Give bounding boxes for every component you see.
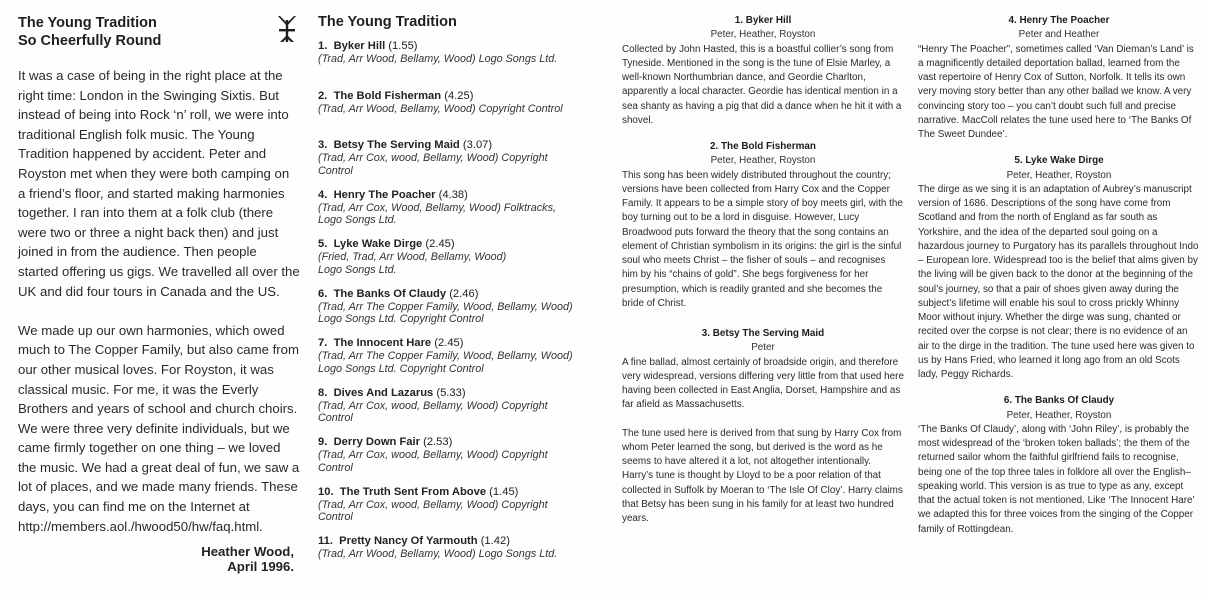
track-title: Derry Down Fair [333,436,420,448]
label-logo-icon [276,14,298,44]
track-title: Lyke Wake Dirge [333,238,423,250]
song-note-paragraph: The dirge as we sing it is an adaptation of Aubrey’s manuscript version of 1686. Descriptions of the song have come from Scotland and from the north of England as far south as Yorkshire, and the idea of the departed soul going on a hazardous journey to Purgatory has its parallels throughout Indo – European lore. Widespread too is the belief that alms given by the living will be given back to the donor at the beginning of the soul’s journey, so that a pair of shoes given away during the subject’s lifetime will enable his soul to cross prickly Whinny Moor without injury. Whether the dirge was sung, chanted or recited over the corpse is not clear; there is no evidence of an air to the dirge in the tradition. The tune used here was given to us by Hans Fried, who learned it long ago from an old Scots lady, Peggy Richards. [918,183,1199,380]
track-duration: (2.45) [434,337,464,349]
signature-date: April 1996. [227,559,294,574]
track-heading [318,535,600,548]
track-duration: (1.42) [480,535,510,547]
track-duration: (1.55) [388,40,418,52]
track-heading [318,387,600,400]
track-number: 7. [318,337,328,349]
track-heading [318,288,600,301]
track-credit: Logo Songs Ltd. Copyright Control [318,313,484,325]
track-number: 9. [318,436,328,448]
track-credit: Logo Songs Ltd. Copyright Control [318,362,484,375]
song-note-body [622,169,904,312]
track-heading [318,436,600,449]
song-note-body [918,43,1200,143]
track-duration: (3.07) [462,139,493,151]
track-title: The Bold Fisherman [333,89,442,102]
track-heading [318,486,600,499]
track-credit: Control [318,511,353,523]
song-note-body [622,356,904,527]
band-name: The Young Tradition [18,15,157,31]
track-item [318,288,600,338]
track-credit: Logo Songs Ltd. [318,263,397,276]
track-credit: (Trad, Arr The Copper Family, Wood, Bellamy, Wood) [318,300,573,313]
song-note-body [918,423,1200,537]
track-title: The Banks Of Claudy [333,287,447,300]
intro-paragraph: It was a case of being in the right place at the right time: London in the Swinging Sixtis. But instead of being into Rock ‘n’ roll, we were into traditional English folk music. The Young Tradition happened by accident. Peter and Royston met when they were both camping on a friend’s floor, and started making harmonies together. I ran into them at a folk club (there were two or three a night back then) and just joined in from the audience. Then people started offering us gigs. We travelled all over the UK and did four tours in Canada and the US. [18,68,300,299]
track-title: Pretty Nancy Of Yarmouth [339,535,478,547]
tracklist-title: The Young Tradition [318,14,457,30]
song-note [622,140,904,311]
song-note-performers: Peter and Heather [1018,29,1100,41]
track-credit: (Trad, Arr Cox, wood, Bellamy, Wood) Copyright [318,449,548,461]
track-item [318,337,600,387]
track-item [318,90,600,140]
track-heading [318,189,600,202]
track-number: 4. [318,188,328,201]
song-note [918,394,1200,537]
song-note-paragraph: The tune used here is derived from that sung by Harry Cox from whom Peter learned the song, but derived is the word as he seems to have altered it a lot, not altogether intentionally. Harry’s tune is thought by Lloyd to be a poor relation of that collected in Suffolk by Moeran to ‘The Isle Of Cloy’. Harry claims that Betsy has been sung in his family for at least two hundred years. [622,427,903,524]
track-duration: (2.45) [425,238,455,250]
track-item [318,535,600,585]
track-credit: (Trad, Arr The Copper Family, Wood, Bellamy, Wood) [318,350,573,362]
track-item [318,238,600,288]
intro-text [18,66,300,556]
song-note-heading: 4. Henry The Poacher [1008,15,1110,26]
track-item [318,387,600,437]
track-credit: (Trad, Arr Wood, Bellamy, Wood) Copyright Control [318,102,563,115]
track-number: 11. [318,535,333,547]
track-credit: (Trad, Arr Cox, wood, Bellamy, Wood) Copyright [318,399,548,412]
song-note-performers: Peter, Heather, Royston [1006,409,1112,421]
track-credit: Control [318,461,353,474]
song-note [622,14,904,128]
track-credit: (Trad, Arr Cox, wood, Bellamy, Wood) Copyright [318,498,548,511]
notes-column-left [622,14,904,538]
song-note-paragraph: A fine ballad, almost certainly of broadside origin, and therefore very widespread, versions differing very little from that used here having been collected in East Anglia, Dorset, Hampshire and as far afield as Massachusetts. [622,356,904,411]
song-note [622,327,904,526]
track-duration: (5.33) [436,386,466,399]
track-heading [318,90,600,103]
track-duration: (2.53) [423,436,453,448]
song-note-performers: Peter, Heather, Royston [710,29,816,41]
song-note-performers: Peter, Heather, Royston [710,155,816,167]
track-credit: Control [318,164,353,177]
track-credit: Logo Songs Ltd. [318,214,397,226]
intro-page [0,0,304,600]
track-credit: (Fried, Trad, Arr Wood, Bellamy, Wood) [318,251,507,263]
song-note-paragraph: ‘The Banks Of Claudy’, along with ‘John Riley’, is probably the most widespread of the ‘broken token ballads’; the them of the returned sailor whom the faithful girlfriend fails to recognise, being one of the top three tales in folklore all over the English–speaking world. This version is as true to type as any, except that the actual token is not mentioned. Like ‘The Innocent Hare’ we adapted this for three voices from the singing of the Copper family of Rottingdean. [918,423,1195,535]
tracklist-page [304,0,600,600]
track-number: 8. [318,386,328,399]
track-number: 1. [318,40,328,52]
track-number: 3. [318,139,328,151]
song-note-paragraph: This song has been widely distributed throughout the country; versions have been collected from Harry Cox and the Copper Family. It appears to be a simple story of boy meets girl, with the boy turning out to be a lord in disguise. However, Lucy Broadwood puts forward the theory that the song contains an element of Christian symbolism in its origins: the girl is the sinful soul who meets Christ – the fisher of souls – and recognises him by his “chains of gold”. She begs forgiveness for her presumption, which is readily granted and she becomes the bride of Christ. [622,169,903,309]
track-number: 10. [318,485,334,498]
track-credit: (Trad, Arr Cox, wood, Bellamy, Wood) Copyright [318,152,548,164]
track-title: Dives And Lazarus [333,386,434,399]
track-item [318,486,600,536]
track-credit: (Trad, Arr Wood, Bellamy, Wood) Logo Songs Ltd. [318,548,558,560]
track-heading [318,139,600,152]
track-title: Henry The Poacher [333,188,436,201]
track-duration: (1.45) [489,485,519,498]
track-duration: (4.25) [444,89,474,102]
track-item [318,189,600,239]
notes-column-right [918,14,1200,549]
song-note-performers: Peter [751,342,775,354]
song-note-heading: 3. Betsy The Serving Maid [701,328,825,339]
song-note [918,154,1200,382]
song-note-heading: 5. Lyke Wake Dirge [1014,155,1104,167]
track-list [318,40,600,585]
song-note-paragraph: Collected by John Hasted, this is a boastful collier’s song from Tyneside. Mentioned in the song is the tune of Elsie Marley, a well-known Northumbrian dance, and Geordie Charlton, apparently a local character. Geordie has identical mention in a sea shanty as having a pig that did a dance when he hit it with a shovel. [622,43,902,126]
track-heading [318,238,600,251]
liner-notes-page [600,0,1208,600]
signature-name: Heather Wood, [201,544,294,559]
track-heading [318,337,600,350]
track-title: Byker Hill [333,40,386,52]
track-credit: (Trad, Arr Wood, Bellamy, Wood) Logo Songs Ltd. [318,53,558,65]
track-item [318,139,600,189]
track-title: Betsy The Serving Maid [333,139,460,151]
song-note-body [918,183,1200,383]
track-item [318,40,600,90]
song-note-paragraph: “Henry The Poacher”, sometimes called ‘Van Dieman’s Land’ is a magnificently detailed deportation ballad, learned from the vast repertoire of Henry Cox of Sutton, Norfolk. It tells its own very moving story better than any other ballad we know. A very convincing story too – you can’t doubt such full and precise narrative. MacColl relates the tune used here to ‘The Banks Of The Sweet Dundee’. [918,43,1194,140]
song-note-heading: 2. The Bold Fisherman [710,141,816,152]
song-note-performers: Peter, Heather, Royston [1006,169,1112,181]
track-item [318,436,600,486]
track-title: The Truth Sent From Above [339,485,487,498]
track-duration: (4.38) [438,188,468,201]
song-note-heading: 6. The Banks Of Claudy [1003,395,1115,407]
track-heading [318,40,600,53]
track-credit: (Trad, Arr Cox, Wood, Bellamy, Wood) Folktracks, [318,201,556,214]
track-number: 5. [318,238,328,250]
track-number: 6. [318,287,328,300]
song-note-body [622,43,904,129]
track-number: 2. [318,89,328,102]
track-title: The Innocent Hare [333,337,432,349]
song-note [918,14,1200,142]
intro-paragraph: We made up our own harmonies, which owed much to The Copper Family, but also came from our other musical loves. For Royston, it was classical music. For me, it was the Everly Brothers and years of school and church choirs. We were three very definite individuals, but we came firmly together on one thing – we loved the music. We had a great deal of fun, we saw a lot of places, and we made many friends. These days, you can find me on the Internet at http://members.aol./hwood50/hw/faq.html. [18,322,300,534]
album-name: So Cheerfully Round [18,33,162,49]
booklet-title [18,14,161,50]
song-note-heading: 1. Byker Hill [734,15,792,26]
track-credit: Control [318,412,353,424]
track-duration: (2.46) [449,287,479,300]
signature [201,544,294,574]
